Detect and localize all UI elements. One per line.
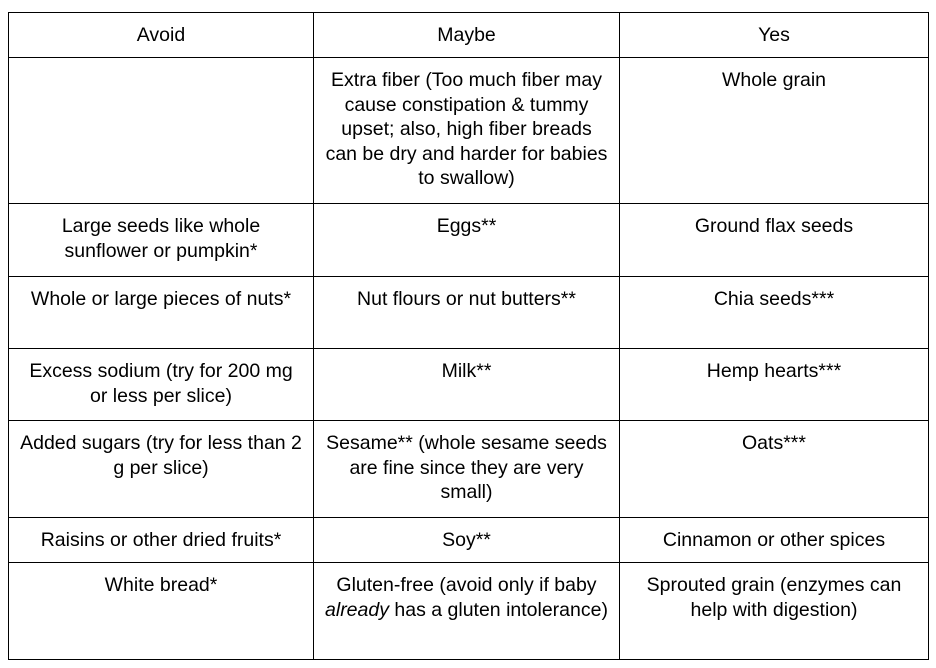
- bread-guide-table: [8, 12, 929, 660]
- table-row: [9, 349, 929, 421]
- table-row: [9, 277, 929, 349]
- cell-maybe: Nut flours or nut butters**: [314, 277, 620, 349]
- header-maybe: Maybe: [314, 13, 620, 58]
- cell-avoid: Raisins or other dried fruits*: [9, 518, 314, 563]
- cell-avoid: Whole or large pieces of nuts*: [9, 277, 314, 349]
- table-row: [9, 518, 929, 563]
- cell-avoid: Large seeds like whole sunflower or pumpkin*: [9, 204, 314, 277]
- cell-maybe: Extra fiber (Too much fiber may cause constipation & tummy upset; also, high fiber breads can be dry and harder for babies to swallow): [314, 58, 620, 204]
- cell-avoid: White bread*: [9, 563, 314, 660]
- cell-avoid: [9, 58, 314, 204]
- cell-maybe: [314, 563, 620, 660]
- header-avoid: Avoid: [9, 13, 314, 58]
- cell-maybe: Milk**: [314, 349, 620, 421]
- cell-maybe: Eggs**: [314, 204, 620, 277]
- header-yes: Yes: [620, 13, 929, 58]
- cell-maybe-emphasis: already: [325, 598, 389, 621]
- cell-yes: Whole grain: [620, 58, 929, 204]
- cell-yes: Ground flax seeds: [620, 204, 929, 277]
- cell-maybe: Soy**: [314, 518, 620, 563]
- table-row: [9, 58, 929, 204]
- cell-maybe-text: Gluten-free (avoid only if baby: [336, 574, 597, 596]
- cell-maybe: Sesame** (whole sesame seeds are fine since they are very small): [314, 421, 620, 518]
- cell-avoid: Added sugars (try for less than 2 g per slice): [9, 421, 314, 518]
- cell-yes: Sprouted grain (enzymes can help with digestion): [620, 563, 929, 660]
- cell-avoid: Excess sodium (try for 200 mg or less per slice): [9, 349, 314, 421]
- cell-yes: Cinnamon or other spices: [620, 518, 929, 563]
- cell-yes: Chia seeds***: [620, 277, 929, 349]
- table-row: [9, 204, 929, 277]
- table-row: [9, 421, 929, 518]
- table-row: [9, 563, 929, 660]
- cell-yes: Hemp hearts***: [620, 349, 929, 421]
- header-row: [9, 13, 929, 58]
- cell-yes: Oats***: [620, 421, 929, 518]
- cell-maybe-text-end: has a gluten intolerance): [388, 598, 608, 621]
